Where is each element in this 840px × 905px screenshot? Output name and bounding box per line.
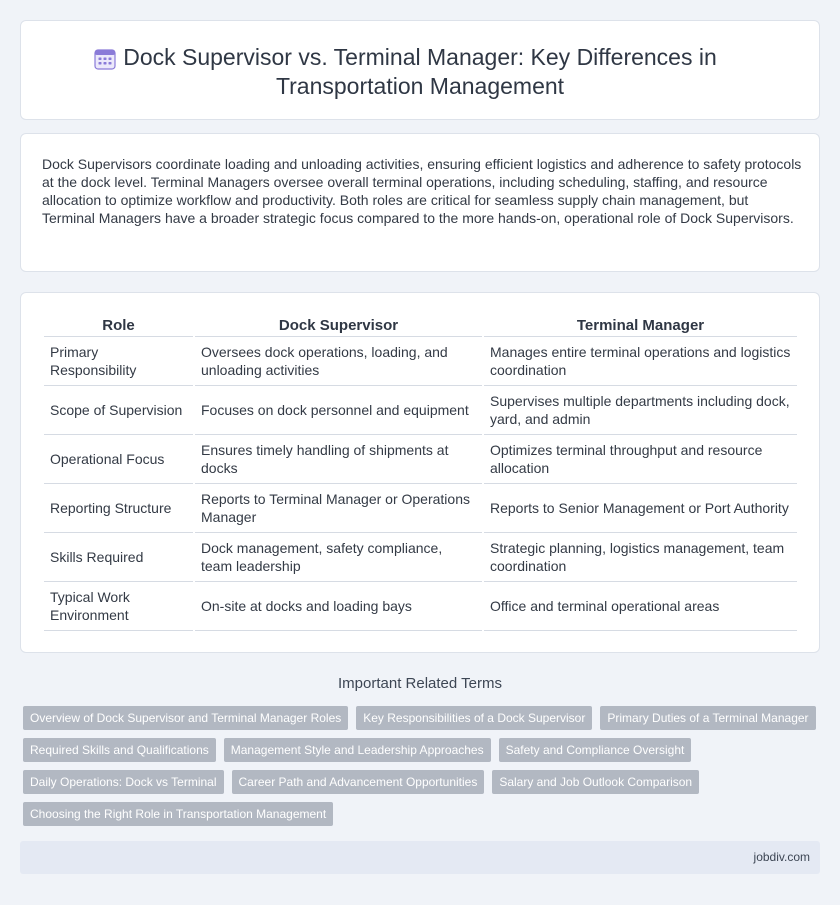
related-term-tag[interactable]: Key Responsibilities of a Dock Supervisor: [356, 706, 592, 730]
table-row: [44, 386, 797, 435]
table-cell-terminal-manager: Office and terminal operational areas: [484, 582, 797, 631]
tag-row: [23, 802, 823, 826]
table-cell-role: Operational Focus: [44, 435, 193, 484]
related-term-tag[interactable]: Choosing the Right Role in Transportation Management: [23, 802, 333, 826]
table-cell-role: Reporting Structure: [44, 484, 193, 533]
related-term-tag[interactable]: Career Path and Advancement Opportunities: [232, 770, 485, 794]
table-cell-dock-supervisor: Focuses on dock personnel and equipment: [195, 386, 482, 435]
intro-paragraph: Dock Supervisors coordinate loading and unloading activities, ensuring efficient logistics and adherence to safety protocols at the dock level. Terminal Managers oversee overall terminal operations, including scheduling, staffing, and resource allocation to optimize workflow and productivity. Both roles are critical for seamless supply chain management, but Terminal Managers have a broader strategic focus compared to the more hands-on, operational role of Dock Supervisors.: [42, 156, 802, 226]
table-cell-terminal-manager: Optimizes terminal throughput and resource allocation: [484, 435, 797, 484]
page-title: Dock Supervisor vs. Terminal Manager: Key Differences in Transportation Management: [123, 44, 717, 99]
tag-row: [23, 706, 823, 730]
comparison-table-card: [20, 292, 820, 653]
table-cell-terminal-manager: Reports to Senior Management or Port Authority: [484, 484, 797, 533]
table-cell-terminal-manager: Manages entire terminal operations and logistics coordination: [484, 337, 797, 386]
footer-site-link[interactable]: jobdiv.com: [753, 850, 810, 864]
related-term-tag[interactable]: Salary and Job Outlook Comparison: [492, 770, 699, 794]
table-cell-dock-supervisor: Dock management, safety compliance, team leadership: [195, 533, 482, 582]
table-cell-role: Scope of Supervision: [44, 386, 193, 435]
intro-card: [20, 133, 820, 272]
tag-row: [23, 770, 823, 794]
table-cell-terminal-manager: Supervises multiple departments including dock, yard, and admin: [484, 386, 797, 435]
related-term-tag[interactable]: Primary Duties of a Terminal Manager: [600, 706, 815, 730]
related-term-tag[interactable]: Required Skills and Qualifications: [23, 738, 216, 762]
table-row: [44, 337, 797, 386]
related-term-tag[interactable]: Management Style and Leadership Approaches: [224, 738, 491, 762]
tag-row: [23, 738, 823, 762]
table-header-row: [44, 315, 797, 337]
table-row: [44, 582, 797, 631]
table-row: [44, 484, 797, 533]
column-header-dock-supervisor: Dock Supervisor: [195, 315, 482, 337]
comparison-table: [42, 315, 799, 631]
title-card: [20, 20, 820, 120]
table-row: [44, 533, 797, 582]
related-terms-list: [23, 706, 823, 834]
table-cell-role: Skills Required: [44, 533, 193, 582]
related-term-tag[interactable]: Daily Operations: Dock vs Terminal: [23, 770, 224, 794]
table-cell-dock-supervisor: Oversees dock operations, loading, and unloading activities: [195, 337, 482, 386]
related-term-tag[interactable]: Overview of Dock Supervisor and Terminal Manager Roles: [23, 706, 348, 730]
column-header-terminal-manager: Terminal Manager: [484, 315, 797, 337]
table-cell-role: Primary Responsibility: [44, 337, 193, 386]
table-cell-dock-supervisor: On-site at docks and loading bays: [195, 582, 482, 631]
table-cell-dock-supervisor: Reports to Terminal Manager or Operations Manager: [195, 484, 482, 533]
related-term-tag[interactable]: Safety and Compliance Oversight: [499, 738, 692, 762]
table-cell-role: Typical Work Environment: [44, 582, 193, 631]
table-row: [44, 435, 797, 484]
table-cell-terminal-manager: Strategic planning, logistics management, team coordination: [484, 533, 797, 582]
footer: [20, 841, 820, 874]
table-cell-dock-supervisor: Ensures timely handling of shipments at docks: [195, 435, 482, 484]
related-terms-heading: Important Related Terms: [338, 675, 502, 692]
column-header-role: Role: [44, 315, 193, 337]
